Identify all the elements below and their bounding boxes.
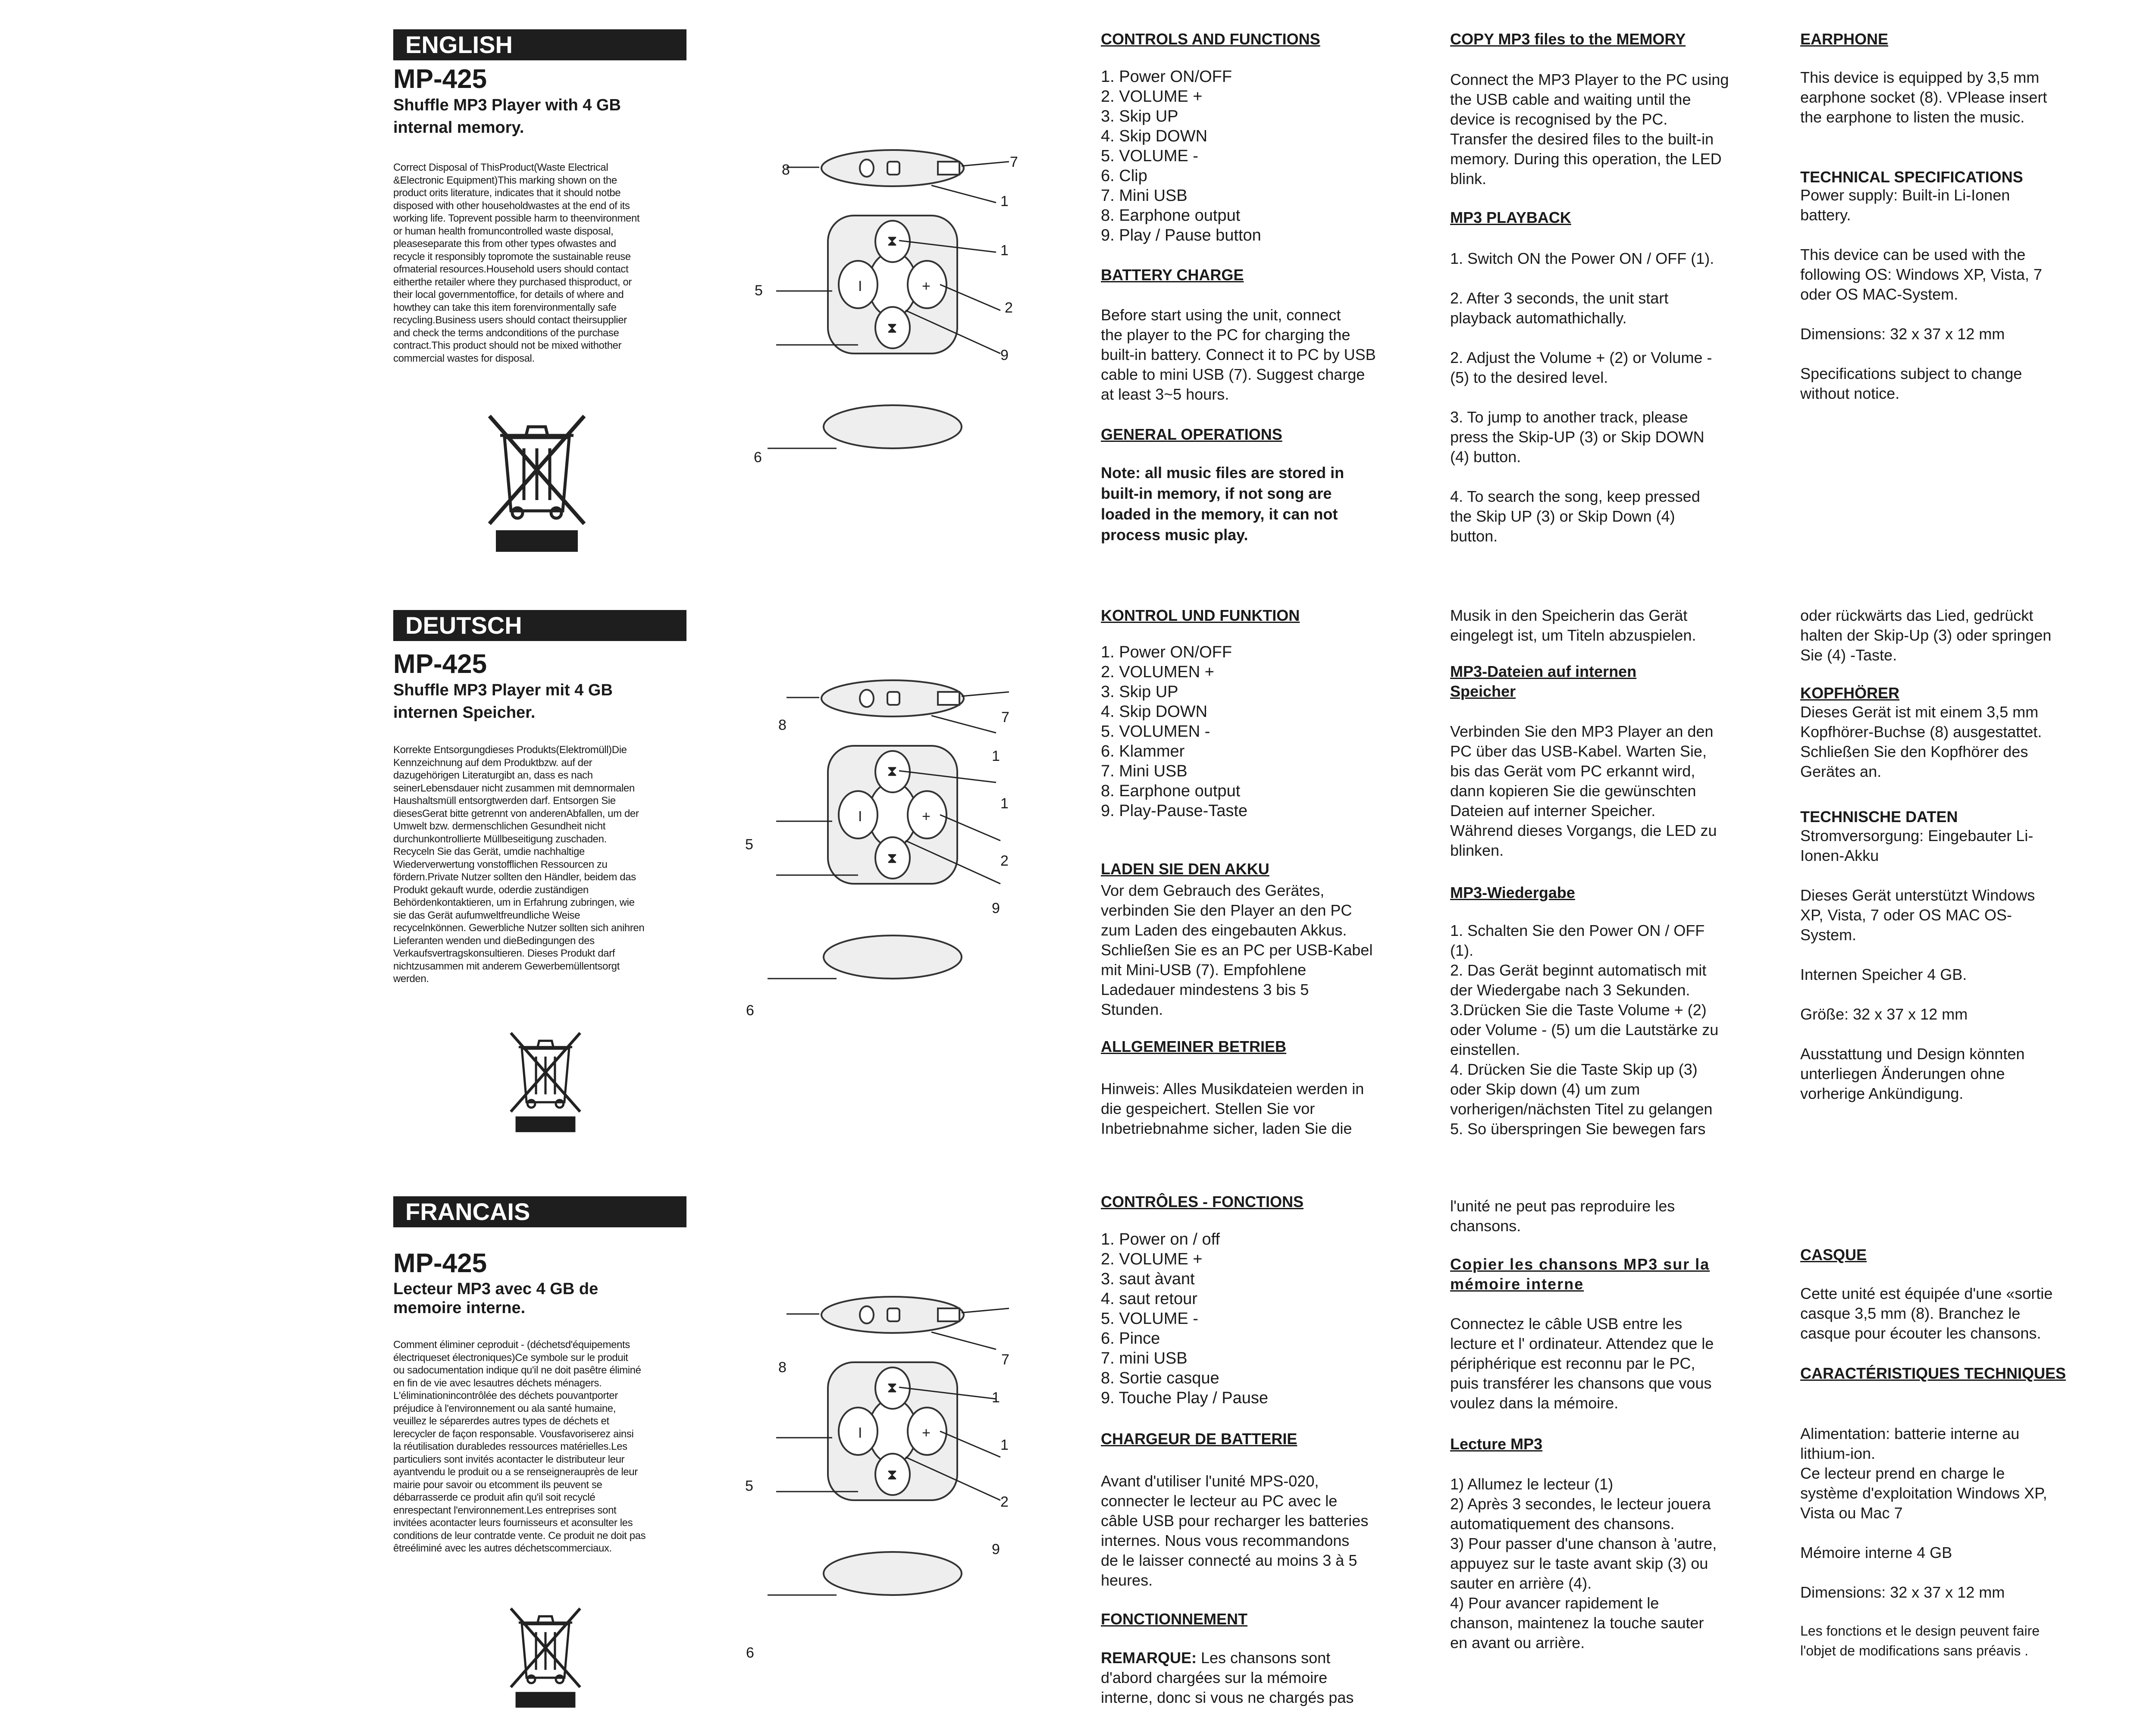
lang-bar-english xyxy=(393,29,686,60)
footer-text: Les fonctions et le design peuvent faire l'objet de modifications sans préavis . xyxy=(1800,1623,2040,1658)
callout-2: 2 xyxy=(1000,853,1009,869)
controls-item: 6. Klammer xyxy=(1101,742,1185,760)
battery-text: Before start using the unit, connect the player to the PC for charging the built-in battery. Connect it to PC by USB cable to mini USB (7). Suggest charge at least 3~5 hours. xyxy=(1101,306,1376,403)
controls-item: 1. Power ON/OFF xyxy=(1101,643,1232,661)
controls-item: 1. Power on / off xyxy=(1101,1230,1220,1248)
callout-9: 9 xyxy=(992,1541,1000,1558)
controls-list xyxy=(1101,67,1261,245)
callout-8: 8 xyxy=(782,162,790,178)
playback-heading: MP3 PLAYBACK xyxy=(1450,209,1571,226)
controls-item: 4. saut retour xyxy=(1101,1290,1197,1308)
controls-item: 2. VOLUMEN + xyxy=(1101,663,1214,681)
callout-5: 5 xyxy=(745,1478,753,1494)
controls-item: 6. Clip xyxy=(1101,167,1147,185)
controls-list xyxy=(1101,1229,1268,1408)
callout-1: 1 xyxy=(992,748,1000,764)
controls-item: 4. Skip DOWN xyxy=(1101,703,1208,721)
controls-item: 7. mini USB xyxy=(1101,1349,1188,1367)
callout-8: 8 xyxy=(778,717,787,733)
controls-item: 6. Pince xyxy=(1101,1329,1160,1348)
controls-item: 2. VOLUME + xyxy=(1101,88,1203,106)
svg-text:⧗: ⧗ xyxy=(887,1467,897,1483)
callout-1: 1 xyxy=(1000,795,1009,812)
callout-1: 1 xyxy=(1000,1437,1009,1453)
playback-text: 1. Schalten Sie den Power ON / OFF (1). 2. Das Gerät beginnt automatisch mit der Wiedergabe nach 3 Sekunden. 3.Drücken Sie die Taste Volume + (2) oder Volume - (5) um die Lautstärke zu einstellen. 4. Drücken Sie die Taste Skip up (3) oder Skip down (4) um zum vorherigen/nächsten Titel zu gelangen 5. So überspringen Sie bewegen fars xyxy=(1450,922,1719,1138)
controls-item: 3. saut àvant xyxy=(1101,1270,1195,1288)
general-text: Note: all music files are stored in built-in memory, if not song are loaded in the memory, it can not process music play. xyxy=(1101,464,1344,544)
battery-text: Avant d'utiliser l'unité MPS-020, connecter le lecteur au PC avec le câble USB pour recharger les batteries internes. Nous vous recommandons de le laisser connecté au moins 3 à 5 heures. xyxy=(1101,1472,1369,1589)
svg-text:⧗: ⧗ xyxy=(887,320,897,336)
svg-text:⧗: ⧗ xyxy=(887,850,897,866)
weee-bin-icon xyxy=(505,1028,586,1134)
battery-heading: CHARGEUR DE BATTERIE xyxy=(1101,1430,1297,1448)
general-heading: FONCTIONNEMENT xyxy=(1101,1610,1247,1628)
copy-text: Verbinden Sie den MP3 Player an den PC über das USB-Kabel. Warten Sie, bis das Gerät vom PC erkannt wird, dann kopieren Sie die gewünschten Dateien auf interner Speicher. Während dieses Vorgangs, die LED zu blinken. xyxy=(1450,723,1717,859)
controls-heading: KONTROL UND FUNKTION xyxy=(1101,607,1300,624)
general-text: Hinweis: Alles Musikdateien werden in die gespeichert. Stellen Sie vor Inbetriebnahme sicher, laden Sie die xyxy=(1101,1080,1364,1137)
controls-item: 5. VOLUME - xyxy=(1101,1310,1198,1328)
earphone-text: This device is equipped by 3,5 mm earphone socket (8). VPlease insert the earphone to listen the music. xyxy=(1800,69,2047,126)
lang-label: ENGLISH xyxy=(405,31,513,58)
earphone-heading: CASQUE xyxy=(1800,1246,1867,1264)
callout-7: 7 xyxy=(1001,709,1009,726)
disposal-text: Korrekte Entsorgungdieses Produkts(Elektromüll)Die Kennzeichnung auf dem Produktbzw. auf der dazugehörigen Literaturgibt an, dass es nach seinerLebensdauer nicht zusammen mit demnormalen Haushaltsmüll entsorgtwerden darf. Entsorgen Sie diesesGerat bitte getrennt von anderenAbfallen, um der Umwelt bzw. dermenschlichen Gesundheit nicht durchunkontrollierte Müllbeseitigung zuschaden. Recyceln Sie das Gerät, umdie nachhaltige Wiederverwertung vonstofflichen Ressourcen zu fördern.Private Nutzer sollten den Händler, beidem das Produkt gekauft wurde, oderdie zuständigen Behördenkontaktieren, um in Erfahrung zubringen, wie sie das Gerät aufumweltfreundliche Weise recycelnkönnen. Gewerbliche Nutzer sollten sich anihren Lieferanten wenden und dieBedingungen des Verkaufsvertragskonsultieren. Dieses Produkt darf nichtzusammen mit anderem Gewerbemüllentsorgt werden. xyxy=(393,744,645,985)
copy-heading: COPY MP3 files to the MEMORY xyxy=(1450,30,1686,48)
subtitle: Shuffle MP3 Player mit 4 GB internen Speicher. xyxy=(393,681,613,722)
playback-heading: Lecture MP3 xyxy=(1450,1435,1543,1453)
disposal-text: Correct Disposal of ThisProduct(Waste Electrical &Electronic Equipment)This marking shown on the product orits literature, indicates that it should notbe disposed with other householdwastes at the end of its working life. Toprevent possible harm to theenvironment or human health fromuncontrolled waste disposal, pleaseseparate this from other types ofwastes and recycle it responsibly topromote the sustainable reuse ofmaterial resources.Household users should contact eitherthe retailer where they purchased thisproduct, or their local governmentoffice, for details of where and howthey can take this item forenvironmentally safe recycling.Business users should contact theirsupplier and check the terms andconditions of the purchase contract.This product should not be mixed withother commercial wastes for disposal. xyxy=(393,162,640,364)
controls-item: 3. Skip UP xyxy=(1101,683,1178,701)
subtitle: Lecteur MP3 avec 4 GB de memoire interne. xyxy=(393,1280,599,1317)
general-heading: GENERAL OPERATIONS xyxy=(1101,425,1282,443)
copy-heading: Copier les chansons MP3 sur la mémoire interne xyxy=(1450,1255,1710,1293)
callout-2: 2 xyxy=(1000,1494,1009,1510)
weee-bin-icon xyxy=(481,412,593,552)
svg-text:+: + xyxy=(922,278,931,294)
callout-7: 7 xyxy=(1001,1351,1009,1368)
battery-heading: LADEN SIE DEN AKKU xyxy=(1101,860,1269,878)
battery-heading: BATTERY CHARGE xyxy=(1101,266,1244,284)
lang-bar-francais xyxy=(393,1196,686,1227)
callout-1: 1 xyxy=(1000,193,1009,210)
col3-top-text: oder rückwärts das Lied, gedrückt halten der Skip-Up (3) oder springen Sie (4) -Taste. xyxy=(1800,607,2052,664)
controls-item: 8. Earphone output xyxy=(1101,782,1241,800)
callout-1: 1 xyxy=(1000,242,1009,259)
controls-item: 5. VOLUMEN - xyxy=(1101,723,1210,741)
controls-item: 4. Skip DOWN xyxy=(1101,127,1208,145)
controls-item: 9. Play / Pause button xyxy=(1101,226,1261,244)
controls-item: 1. Power ON/OFF xyxy=(1101,68,1232,86)
col2-top-text: l'unité ne peut pas reproduire les chansons. xyxy=(1450,1197,1675,1235)
earphone-heading: EARPHONE xyxy=(1800,30,1889,48)
controls-item: 2. VOLUME + xyxy=(1101,1250,1203,1268)
copy-text: Connect the MP3 Player to the PC using the USB cable and waiting until the device is recognised by the PC. Transfer the desired files to the built-in memory. During this operation, the LED blink. xyxy=(1450,71,1729,188)
general-text xyxy=(1101,1648,1394,1708)
svg-text:+: + xyxy=(922,808,931,825)
earphone-text: Cette unité est équipée d'une «sortie casque 3,5 mm (8). Branchez le casque pour écouter les chansons. xyxy=(1800,1285,2053,1342)
tech-text: Alimentation: batterie interne au lithium-ion. Ce lecteur prend en charge le système d'exploitation Windows XP, Vista ou Mac 7 Mémoire interne 4 GB Dimensions: 32 x 37 x 12 mm xyxy=(1800,1425,2047,1601)
model-title: MP-425 xyxy=(393,649,487,679)
controls-item: 9. Play-Pause-Taste xyxy=(1101,802,1248,820)
controls-item: 7. Mini USB xyxy=(1101,762,1188,780)
device-diagram xyxy=(750,142,1026,479)
controls-item: 8. Earphone output xyxy=(1101,206,1241,225)
playback-text: 1) Allumez le lecteur (1) 2) Après 3 secondes, le lecteur jouera automatiquement des chansons. 3) Pour passer d'une chanson à 'autre, appuyez sur le taste avant skip (3) ou sauter en arrière (4). 4) Pour avancer rapidement le chanson, maintenez la touche sauter en avant ou arrière. xyxy=(1450,1475,1717,1652)
svg-text:⧗: ⧗ xyxy=(887,1380,897,1396)
svg-text:⧗: ⧗ xyxy=(887,233,897,249)
callout-7: 7 xyxy=(1010,154,1018,170)
device-diagram xyxy=(750,673,1026,1009)
tech-text: Power supply: Built-in Li-Ionen battery. This device can be used with the following OS: Windows XP, Vista, 7 oder OS MAC-System. Dimensions: 32 x 37 x 12 mm Specifications subject to change without notice. xyxy=(1800,186,2042,402)
callout-2: 2 xyxy=(1005,300,1013,316)
disposal-text: Comment éliminer ceproduit - (déchetsd'équipements électriqueset électroniques)Ce symbole sur le produit ou sadocumentation indique qu'il ne doit pasêtre éliminé en fin de vie avec lesautres déchets ménagers. L'éliminationincontrôlée des déchets pouvantporter préjudice à l'environnement ou ala santé humaine, veuillez le séparerdes autres types de déchets et lerecycler de façon responsable. Vousfavoriserez ainsi la réutilisation durabledes ressources matérielles.Les particuliers sont invités acontacter le distributeur leur ayantvendu le produit ou a se renseignerauprès de leur mairie pour savoir ou etcomment ils peuvent se débarrasserde ce produit afin qu'il soit recyclé enrespectant l'environnement.Les entreprises sont invitées acontacter leurs fournisseurs et aconsulter les conditions de leur contratde vente. Ce produit ne doit pas êtreéliminé avec les autres déchetscommerciaux. xyxy=(393,1339,646,1554)
controls-item: 8. Sortie casque xyxy=(1101,1369,1219,1387)
controls-heading: CONTROLS AND FUNCTIONS xyxy=(1101,30,1320,48)
controls-heading: CONTRÔLES - FONCTIONS xyxy=(1101,1193,1304,1211)
callout-6: 6 xyxy=(746,1645,754,1661)
callout-5: 5 xyxy=(755,282,763,299)
controls-item: 7. Mini USB xyxy=(1101,187,1188,205)
copy-text: Connectez le câble USB entre les lecture et l' ordinateur. Attendez que le périphérique est reconnu par le PC, puis transférer les chansons que vous voulez dans la mémoire. xyxy=(1450,1315,1714,1412)
model-title: MP-425 xyxy=(393,64,487,94)
weee-bin-icon xyxy=(505,1604,586,1709)
tech-heading: TECHNICAL SPECIFICATIONS xyxy=(1800,168,2023,186)
general-body: Les chansons sont d'abord chargées sur la mémoire interne, donc si vous ne chargés pas xyxy=(1101,1649,1354,1706)
device-diagram xyxy=(750,1289,1026,1625)
svg-text:⧗: ⧗ xyxy=(887,763,897,779)
controls-item: 9. Touche Play / Pause xyxy=(1101,1389,1268,1407)
callout-9: 9 xyxy=(1000,347,1009,363)
svg-text:+: + xyxy=(922,1425,931,1441)
svg-text:I: I xyxy=(858,808,862,825)
general-label: REMARQUE: xyxy=(1101,1649,1197,1667)
earphone-text: Dieses Gerät ist mit einem 3,5 mm Kopfhörer-Buchse (8) ausgestattet. Schließen Sie den Kopfhörer des Gerätes an. xyxy=(1800,703,2042,780)
subtitle: Shuffle MP3 Player with 4 GB internal memory. xyxy=(393,96,621,137)
controls-item: 3. Skip UP xyxy=(1101,107,1178,125)
callout-6: 6 xyxy=(746,1002,754,1019)
controls-item: 5. VOLUME - xyxy=(1101,147,1198,165)
col2-top-text: Musik in den Speicherin das Gerät eingelegt ist, um Titeln abzuspielen. xyxy=(1450,607,1696,644)
model-title: MP-425 xyxy=(393,1248,487,1278)
lang-bar-deutsch xyxy=(393,610,686,641)
earphone-heading: KOPFHÖRER xyxy=(1800,684,1900,702)
callout-9: 9 xyxy=(992,900,1000,917)
svg-text:I: I xyxy=(858,278,862,294)
callout-8: 8 xyxy=(778,1359,787,1376)
tech-heading: CARACTÉRISTIQUES TECHNIQUES xyxy=(1800,1364,2066,1382)
lang-label: FRANCAIS xyxy=(405,1198,530,1225)
callout-5: 5 xyxy=(745,836,753,853)
copy-heading: MP3-Dateien auf internen Speicher xyxy=(1450,663,1637,700)
playback-heading: MP3-Wiedergabe xyxy=(1450,884,1575,901)
general-heading: ALLGEMEINER BETRIEB xyxy=(1101,1038,1287,1055)
battery-text: Vor dem Gebrauch des Gerätes, verbinden Sie den Player an den PC zum Laden des eingebauten Akkus. Schließen Sie es an PC per USB-Kabel mit Mini-USB (7). Empfohlene Ladedauer mindestens 3 bis 5 Stunden. xyxy=(1101,882,1373,1018)
controls-list xyxy=(1101,642,1247,821)
playback-text: 1. Switch ON the Power ON / OFF (1). 2. After 3 seconds, the unit start playback automathichally. 2. Adjust the Volume + (2) or Volume - (5) to the desired level. 3. To jump to another track, please press the Skip-UP (3) or Skip DOWN (4) button. 4. To search the song, keep pressed the Skip UP (3) or Skip Down (4) button. xyxy=(1450,250,1714,545)
callout-1: 1 xyxy=(992,1389,1000,1406)
lang-label: DEUTSCH xyxy=(405,612,522,639)
tech-text: Stromversorgung: Eingebauter Li- Ionen-Akku Dieses Gerät unterstützt Windows XP, Vista, 7 oder OS MAC OS- System. Internen Speicher 4 GB. Größe: 32 x 37 x 12 mm Ausstattung und Design könnten unterliegen Änderungen ohne vorherige Ankündigung. xyxy=(1800,827,2035,1102)
callout-6: 6 xyxy=(754,449,762,466)
svg-text:I: I xyxy=(858,1425,862,1441)
tech-heading: TECHNISCHE DATEN xyxy=(1800,808,1958,826)
